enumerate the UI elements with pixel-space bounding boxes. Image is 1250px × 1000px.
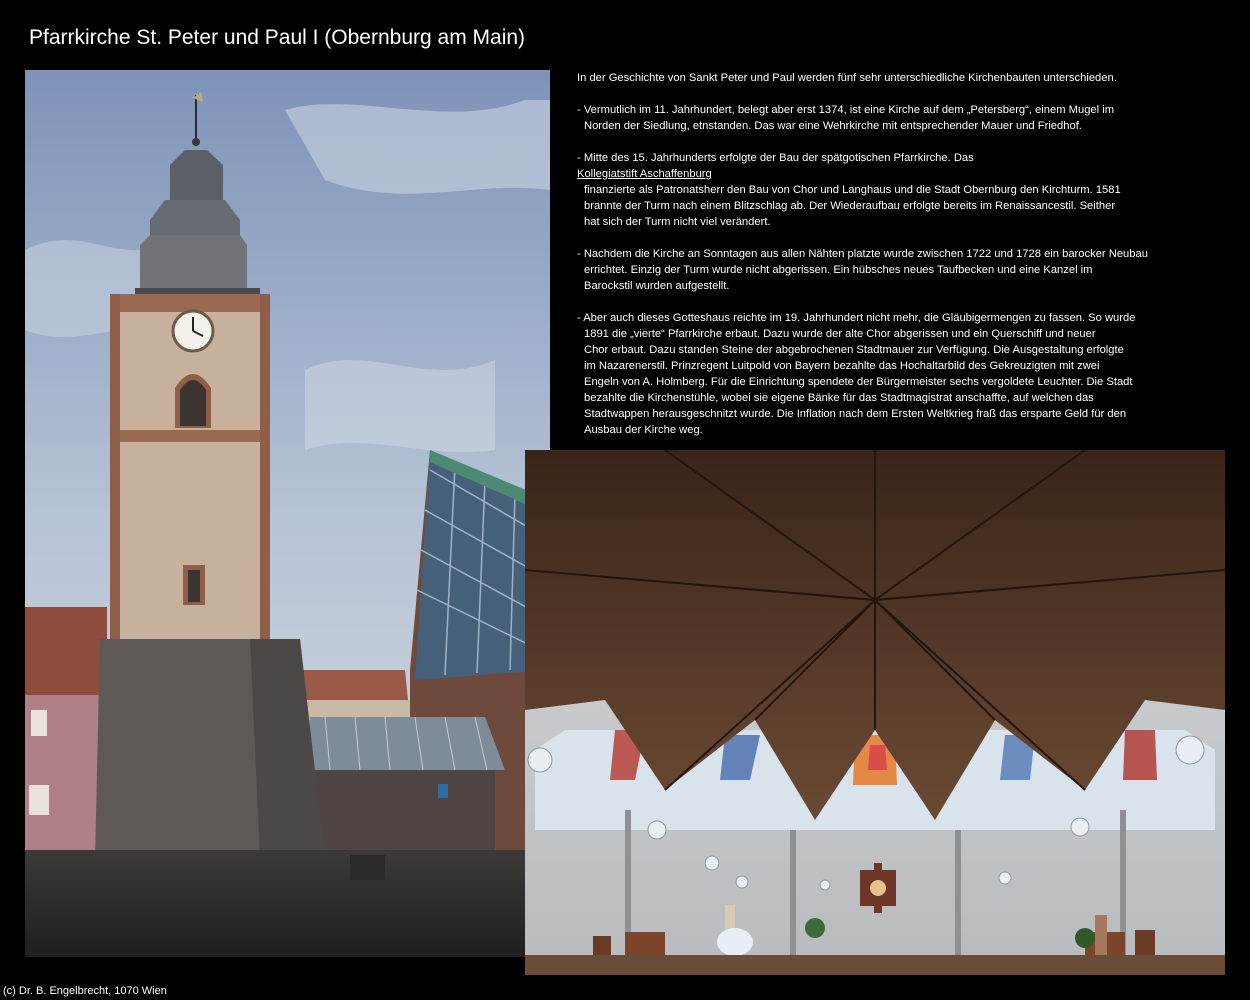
paragraph-lead: - Mitte des 15. Jahrhunderts erfolgte der Bau der spätgotischen Pfarrkirche. Das (577, 152, 974, 164)
paragraph-lead: - Aber auch dieses Gotteshaus reichte im 19. Jahrhundert nicht mehr, die Gläubigermengen zu fassen. So wurde (577, 312, 1136, 324)
paragraph-baroque-church (577, 246, 1217, 294)
kollegiatstift-link[interactable]: Kollegiatstift Aschaffenburg (577, 168, 712, 180)
copyright-credit: (c) Dr. B. Engelbrecht, 1070 Wien (3, 985, 167, 997)
paragraph-gothic-church (577, 150, 1217, 230)
paragraph-first-church (577, 102, 1217, 134)
paragraph-body: finanzierte als Patronatsherr den Bau von Chor und Langhaus und die Stadt Obernburg den Kirchturm. 1581 brannte der Turm nach einem Blitzschlag ab. Der Wiederaufbau erfolgte bereits im Renaissancestil. Seither hat sich der Turm nicht viel verändert. (584, 184, 1121, 228)
intro-paragraph: In der Geschichte von Sankt Peter und Paul werden fünf sehr unterschiedliche Kirchenbauten unterschieden. (577, 72, 1117, 84)
paragraph-body: Norden der Siedlung, etnstanden. Das war eine Wehrkirche mit entsprechender Mauer und Friedhof. (584, 120, 1082, 132)
page-title: Pfarrkirche St. Peter und Paul I (Obernburg am Main) (29, 26, 526, 49)
church-interior-photo-icon (525, 450, 1225, 975)
church-tower-photo[interactable] (25, 70, 550, 957)
history-text (577, 70, 1217, 454)
paragraph-body: 1891 die „vierte“ Pfarrkirche erbaut. Dazu wurde der alte Chor abgerissen und ein Querschiff und neuer Chor erbaut. Dazu standen Steine der abgebrochenen Stadtmauer zur Verfügung. Die Ausgestaltung erfolgte im Nazarenerstil. Prinzregent Luitpold von Bayern bezahlte das Hochaltarbild des Gekreuzigten mit zwei Engeln von A. Holmberg. Für die Einrichtung spendete der Bürgermeister sechs vergoldete Leuchter. Die Stadt bezahlte die Kirchenstühle, wobei sie eigene Bänke für das Stadtmagistrat anschaffte, auf welchen das Stadtwappen herausgeschnitzt wurde. Die Inflation nach dem Ersten Weltkrieg fraß das ersparte Geld für den Ausbau der Kirche weg. (584, 328, 1133, 436)
paragraph-lead: - Vermutlich im 11. Jahrhundert, belegt aber erst 1374, ist eine Kirche auf dem „Petersberg“, einem Mugel im (577, 104, 1115, 116)
paragraph-body: errichtet. Einzig der Turm wurde nicht abgerissen. Ein hübsches neues Taufbecken und eine Kanzel im Barockstil wurden aufgestellt. (584, 264, 1093, 292)
church-interior-photo[interactable] (525, 450, 1225, 975)
church-tower-photo-icon (25, 70, 550, 957)
paragraph-fourth-church (577, 310, 1217, 438)
paragraph-lead: - Nachdem die Kirche an Sonntagen aus allen Nähten platzte wurde zwischen 1722 und 1728 ein barocker Neubau (577, 248, 1148, 260)
